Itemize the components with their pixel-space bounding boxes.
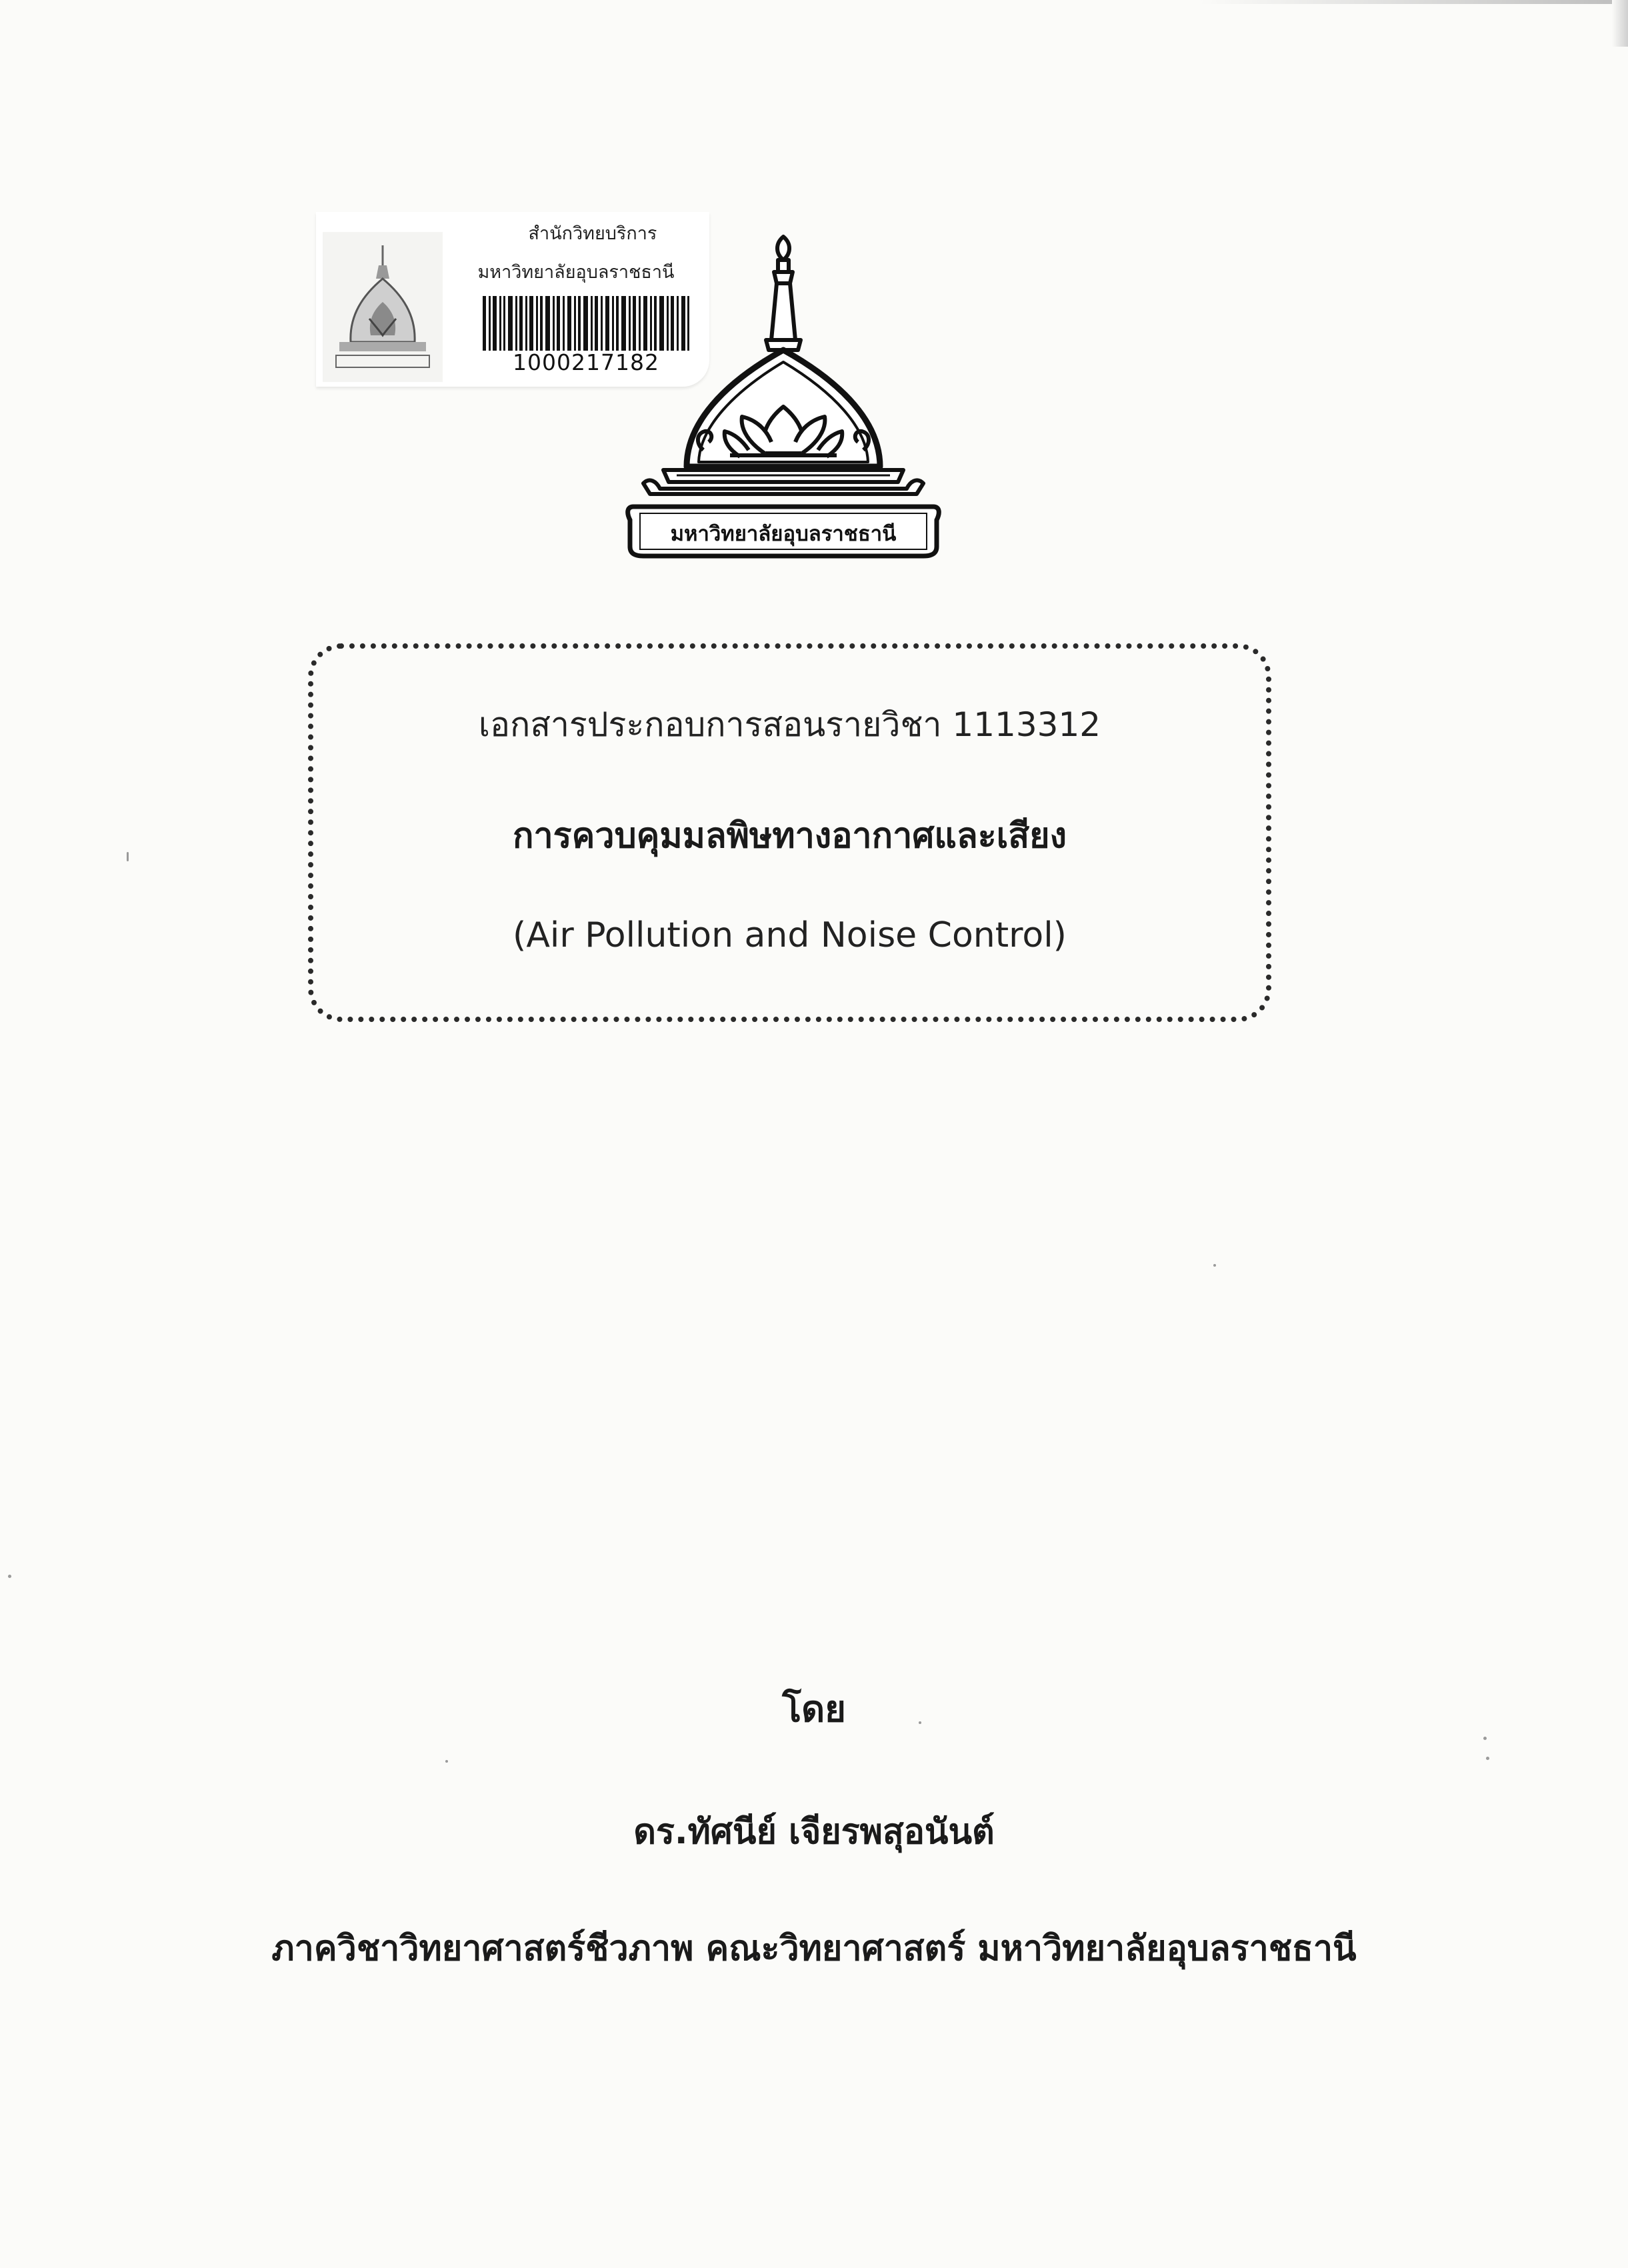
scan-speck xyxy=(8,1575,11,1578)
course-name-thai: การควบคุมมลพิษทางอากาศและเสียง xyxy=(512,816,1067,856)
author-name: ดร.ทัศนีย์ เจียรพสุอนันต์ xyxy=(633,1812,995,1852)
scan-speck xyxy=(1483,1737,1487,1740)
course-document-title: เอกสารประกอบการสอนรายวิชา 1113312 xyxy=(478,705,1101,744)
university-emblem-icon xyxy=(623,230,943,517)
barcode-number: 1000217182 xyxy=(513,349,659,375)
by-label: โดย xyxy=(782,1688,846,1730)
scan-shadow-corner xyxy=(1612,0,1628,47)
department-faculty: ภาควิชาวิทยาศาสตร์ชีวภาพ คณะวิทยาศาสตร์ มหาวิทยาลัยอุบลราชธานี xyxy=(271,1929,1357,1969)
scan-speck xyxy=(919,1721,921,1724)
scan-speck xyxy=(1486,1757,1489,1760)
course-name-english: (Air Pollution and Noise Control) xyxy=(513,915,1067,955)
scan-shadow-top xyxy=(1200,0,1628,4)
university-name-on-emblem: มหาวิทยาลัยอุบลราชธานี xyxy=(670,522,897,546)
university-emblem xyxy=(623,230,943,577)
scan-speck xyxy=(445,1760,448,1763)
library-name-line1: สำนักวิทยบริการ xyxy=(528,223,657,244)
university-mini-logo-icon xyxy=(323,232,443,382)
scan-speck xyxy=(127,852,129,861)
library-name-line2: มหาวิทยาลัยอุบลราชธานี xyxy=(477,262,675,283)
course-title-box xyxy=(308,643,1271,1022)
scan-speck xyxy=(1213,1264,1216,1267)
